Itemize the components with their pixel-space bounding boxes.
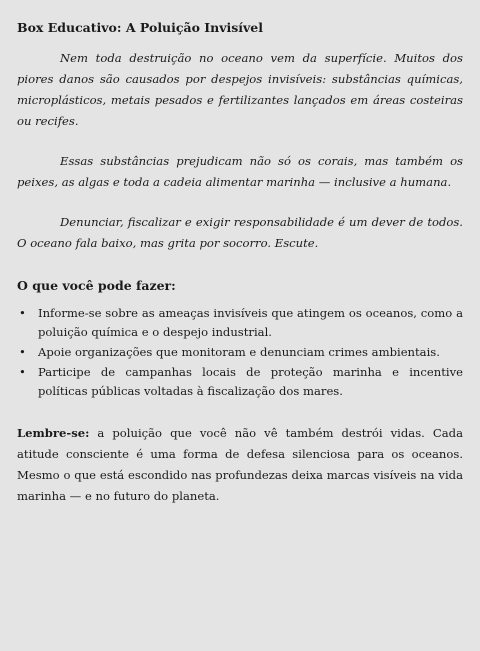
impact-paragraph: Essas substâncias prejudicam não só os corais, mas também os peixes, as algas e toda a cadeia alimentar marinha — inclusive a humana. xyxy=(17,154,463,189)
bullet-icon: • xyxy=(19,306,26,320)
bullet-icon: • xyxy=(19,365,26,379)
list-item xyxy=(17,304,463,342)
list-item xyxy=(17,343,463,362)
reminder-paragraph xyxy=(17,423,463,507)
call-paragraph: Denunciar, fiscalizar e exigir responsabilidade é um dever de todos. O oceano fala baixo, mas grita por socorro. Escute. xyxy=(17,215,463,250)
list-item xyxy=(17,363,463,401)
list-item-text: Apoie organizações que monitoram e denunciam crimes ambientais. xyxy=(38,345,440,359)
intro-paragraph: Nem toda destruição no oceano vem da superfície. Muitos dos piores danos são causados por despejos invisíveis: substâncias químicas, microplásticos, metais pesados e fertilizantes lançados em áreas costeiras ou recifes. xyxy=(17,51,463,128)
box-title: Box Educativo: A Poluição Invisível xyxy=(17,20,263,35)
bullet-icon: • xyxy=(19,345,26,359)
action-list xyxy=(17,304,463,401)
actions-heading: O que você pode fazer: xyxy=(17,278,176,293)
reminder-text: a poluição que você não vê também destrói vidas. Cada atitude consciente é uma forma de defesa silenciosa para os oceanos. Mesmo o que está escondido nas profundezas deixa marcas visíveis na vida marinha — e no futuro do planeta. xyxy=(17,426,463,503)
list-item-text: Informe-se sobre as ameaças invisíveis que atingem os oceanos, como a poluição química e o despejo industrial. xyxy=(38,306,463,339)
reminder-label: Lembre-se: xyxy=(17,426,90,440)
list-item-text: Participe de campanhas locais de proteção marinha e incentive políticas públicas voltadas à fiscalização dos mares. xyxy=(38,365,463,398)
